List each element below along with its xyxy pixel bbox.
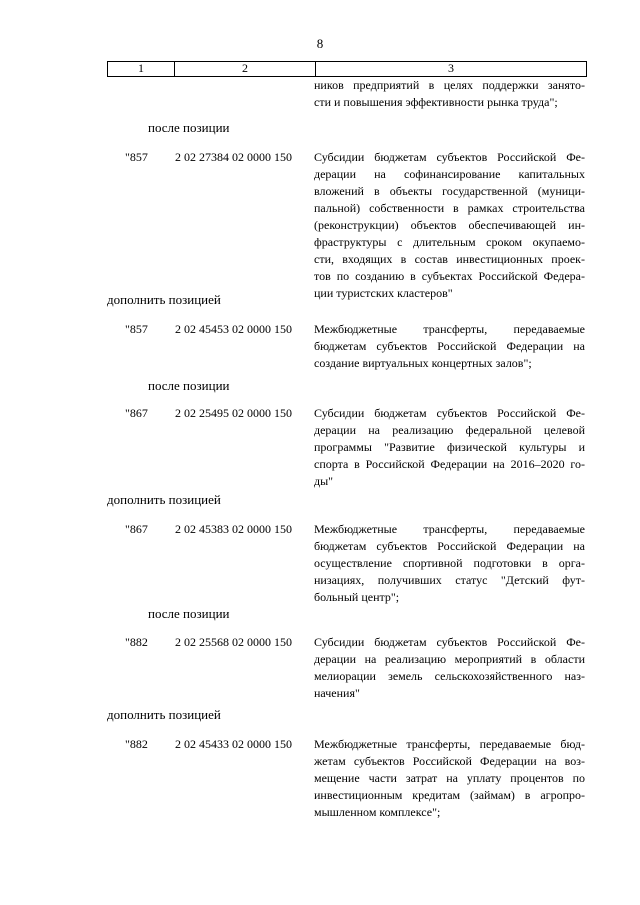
entry-budget-code: 2 02 25495 02 0000 150 — [175, 406, 292, 420]
entry-description-line: Межбюджетные трансферты, передаваемые — [314, 522, 585, 536]
continuation-text — [314, 77, 585, 111]
entry-admin-code: "867 — [125, 522, 148, 536]
entry-description-line: пальной) собственности в рамках строительства — [314, 201, 585, 215]
entry-budget-code: 2 02 45453 02 0000 150 — [175, 322, 292, 336]
label-add-position: дополнить позицией — [107, 492, 221, 507]
entry-description — [314, 634, 585, 702]
entry-description — [314, 521, 585, 606]
entry-description-line: Субсидии бюджетам субъектов Российской Фе- — [314, 635, 585, 649]
label-after-position: после позиции — [148, 378, 230, 393]
entry-description-line: (реконструкции) объектов обеспечивающей ин- — [314, 218, 585, 232]
entry-description-line: Межбюджетные трансферты, передаваемые — [314, 322, 585, 336]
entry-description-line: мелиорации земель сельскохозяйственного наз- — [314, 669, 585, 683]
entry-description-line: осуществление спортивной подготовки в орга- — [314, 556, 585, 570]
entry-description-line: дерации на софинансирование капитальных — [314, 167, 585, 181]
entry-description-line: ды" — [314, 474, 334, 488]
entry-description-line: дерации на реализацию федеральной целевой — [314, 423, 585, 437]
label-add-position: дополнить позицией — [107, 292, 221, 307]
entry-description-line: спорта в Российской Федерации на 2016–2020 го- — [314, 457, 585, 471]
entry-description-line: Межбюджетные трансферты, передаваемые бюд- — [314, 737, 585, 751]
label-after-position: после позиции — [148, 606, 230, 621]
entry-description-line: Субсидии бюджетам субъектов Российской Фе- — [314, 150, 585, 164]
entry-description-line: программы "Развитие физической культуры и — [314, 440, 585, 454]
entry-budget-code: 2 02 45383 02 0000 150 — [175, 522, 292, 536]
entry-admin-code: "867 — [125, 406, 148, 420]
entry-description-line: сти, входящих в состав инвестиционных проек- — [314, 252, 585, 266]
entry-description-line: жетам субъектов Российской Федерации на воз- — [314, 754, 585, 768]
entry-description-line: ции туристских кластеров" — [314, 286, 453, 300]
entry-description — [314, 405, 585, 490]
label-add-position: дополнить позицией — [107, 707, 221, 722]
entry-description-line: начения" — [314, 686, 360, 700]
entry-admin-code: "857 — [125, 150, 148, 164]
entry-description-line: создание виртуальных концертных залов"; — [314, 356, 532, 370]
entry-description — [314, 321, 585, 372]
entry-description-line: больный центр"; — [314, 590, 400, 604]
entry-description-line: инвестиционным кредитам (займам) в агропро- — [314, 788, 585, 802]
entry-description-line: тов по созданию в субъектах Российской Федера- — [314, 269, 585, 283]
column-header-2: 2 — [175, 62, 316, 76]
continuation-line: сти и повышения эффективности рынка труда"; — [314, 95, 558, 109]
entry-budget-code: 2 02 27384 02 0000 150 — [175, 150, 292, 164]
entry-admin-code: "857 — [125, 322, 148, 336]
entry-admin-code: "882 — [125, 737, 148, 751]
entry-description-line: дерации на реализацию мероприятий в области — [314, 652, 585, 666]
label-after-position: после позиции — [148, 120, 230, 135]
entry-description-line: мышленном комплексе"; — [314, 805, 441, 819]
entry-description-line: мещение части затрат на уплату процентов по — [314, 771, 585, 785]
column-header-1: 1 — [108, 62, 175, 76]
entry-description-line: бюджетам субъектов Российской Федерации на — [314, 339, 585, 353]
continuation-line: ников предприятий в целях поддержки занято- — [314, 78, 585, 92]
entry-description-line: Субсидии бюджетам субъектов Российской Фе- — [314, 406, 585, 420]
entry-description-line: вложений в объекты государственной (муници- — [314, 184, 585, 198]
column-header-table — [107, 61, 587, 77]
entry-description-line: низациях, получивших статус "Детский фут- — [314, 573, 585, 587]
entry-budget-code: 2 02 45433 02 0000 150 — [175, 737, 292, 751]
entry-description — [314, 736, 585, 821]
column-header-3: 3 — [448, 61, 454, 75]
entry-description-line: бюджетам субъектов Российской Федерации на — [314, 539, 585, 553]
entry-budget-code: 2 02 25568 02 0000 150 — [175, 635, 292, 649]
page-number: 8 — [316, 36, 324, 51]
entry-admin-code: "882 — [125, 635, 148, 649]
entry-description — [314, 149, 585, 302]
entry-description-line: фраструктуры с длительным сроком окупаемо- — [314, 235, 585, 249]
